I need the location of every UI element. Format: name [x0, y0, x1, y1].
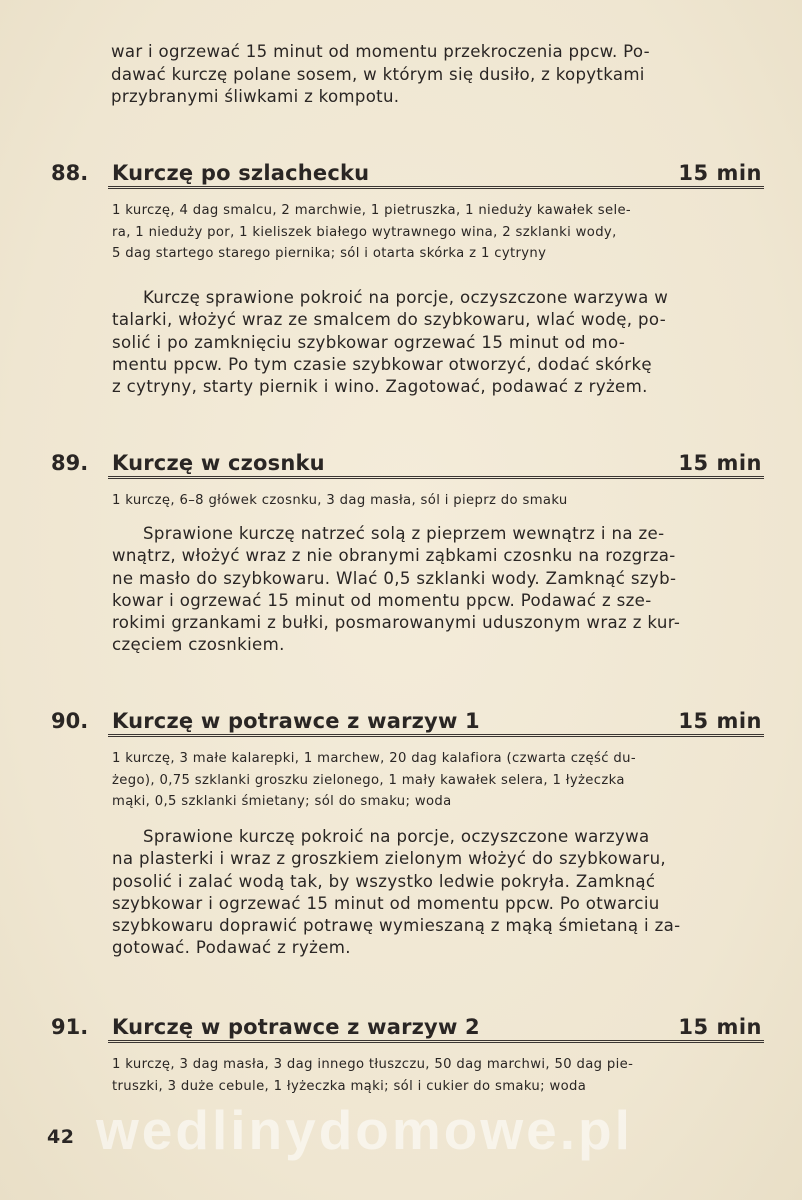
watermark: wedlinydomowe.pl	[96, 1099, 633, 1161]
method-line: ne masło do szybkowaru. Wlać 0,5 szklanki wody. Zamknąć szyb-	[112, 568, 677, 588]
recipe-number: 91.	[51, 1015, 89, 1039]
intro-line: dawać kurczę polane sosem, w którym się dusiło, z kopytkami	[111, 64, 645, 84]
intro-line: przybranymi śliwkami z kompotu.	[111, 87, 400, 106]
recipe-title: Kurczę w potrawce z warzyw 1	[112, 709, 480, 733]
method-paragraph	[112, 287, 764, 398]
ingredients-line: 1 kurczę, 3 dag masła, 3 dag innego tłuszczu, 50 dag marchwi, 50 dag pie-	[112, 1057, 634, 1072]
method-paragraph	[112, 523, 764, 657]
method-line: Sprawione kurczę natrzeć solą z pieprzem wewnątrz i na ze-	[143, 524, 665, 543]
title-rule	[108, 734, 764, 737]
recipe-title: Kurczę w potrawce z warzyw 2	[112, 1015, 480, 1039]
recipe-title: Kurczę w czosnku	[112, 451, 325, 475]
ingredients-line: 1 kurczę, 3 małe kalarepki, 1 marchew, 20 dag kalafiora (czwarta część du-	[112, 751, 636, 766]
ingredients-line: ra, 1 nieduży por, 1 kieliszek białego wytrawnego wina, 2 szklanki wody,	[112, 224, 617, 240]
method-line: szybkowaru doprawić potrawę wymieszaną z mąką śmietaną i za-	[112, 916, 681, 936]
recipe-time: 15 min	[678, 1015, 762, 1039]
method-line: Sprawione kurczę pokroić na porcje, oczyszczone warzywa	[143, 827, 650, 846]
method-line: gotować. Podawać z ryżem.	[112, 938, 351, 958]
title-rule	[108, 186, 764, 189]
recipe-time: 15 min	[678, 161, 762, 185]
method-paragraph	[112, 826, 764, 960]
intro-paragraph	[111, 41, 763, 109]
recipe-number: 88.	[51, 161, 89, 185]
title-rule	[108, 476, 764, 479]
page-number: 42	[47, 1126, 75, 1148]
method-line: szybkowar i ogrzewać 15 minut od momentu ppcw. Po otwarciu	[112, 893, 660, 913]
ingredients-line: 1 kurczę, 4 dag smalcu, 2 marchwie, 1 pietruszka, 1 nieduży kawałek sele-	[112, 203, 632, 218]
title-rule	[108, 1040, 764, 1043]
ingredients-line: mąki, 0,5 szklanki śmietany; sól do smaku; woda	[112, 794, 452, 809]
ingredients-line: żego), 0,75 szklanki groszku zielonego, 1 mały kawałek selera, 1 łyżeczka	[112, 772, 625, 788]
ingredients-list	[112, 200, 762, 265]
method-line: posolić i zalać wodą tak, by wszystko ledwie pokryła. Zamknąć	[112, 871, 656, 891]
recipe-time: 15 min	[678, 451, 762, 475]
method-line: na plasterki i wraz z groszkiem zielonym włożyć do szybkowaru,	[112, 849, 667, 869]
ingredients-line: 1 kurczę, 6–8 główek czosnku, 3 dag masła, sól i pieprz do smaku	[112, 493, 568, 508]
method-line: wnątrz, włożyć wraz z nie obranymi ząbkami czosnku na rozgrza-	[112, 546, 676, 566]
ingredients-list	[112, 1054, 762, 1097]
method-line: solić i po zamknięciu szybkowar ogrzewać 15 minut od mo-	[112, 332, 626, 352]
method-line: talarki, włożyć wraz ze smalcem do szybkowaru, wlać wodę, po-	[112, 310, 667, 330]
recipe-number: 90.	[51, 709, 89, 733]
ingredients-line: truszki, 3 duże cebule, 1 łyżeczka mąki; sól i cukier do smaku; woda	[112, 1078, 587, 1094]
method-line: mentu ppcw. Po tym czasie szybkowar otworzyć, dodać skórkę	[112, 354, 652, 374]
ingredients-list	[112, 748, 762, 813]
recipe-time: 15 min	[678, 709, 762, 733]
method-line: z cytryny, starty piernik i wino. Zagotować, podawać z ryżem.	[112, 377, 648, 397]
method-line: kowar i ogrzewać 15 minut od momentu ppcw. Podawać z sze-	[112, 590, 652, 610]
method-line: rokimi grzankami z bułki, posmarowanymi uduszonym wraz z kur-	[112, 613, 681, 633]
method-line: częciem czosnkiem.	[112, 635, 285, 655]
ingredients-list	[112, 490, 762, 512]
recipe-title: Kurczę po szlachecku	[112, 161, 370, 185]
method-line: Kurczę sprawione pokroić na porcje, oczyszczone warzywa w	[143, 288, 669, 307]
recipe-number: 89.	[51, 451, 89, 475]
intro-line: war i ogrzewać 15 minut od momentu przekroczenia ppcw. Po-	[111, 42, 650, 61]
ingredients-line: 5 dag startego starego piernika; sól i otarta skórka z 1 cytryny	[112, 246, 547, 261]
